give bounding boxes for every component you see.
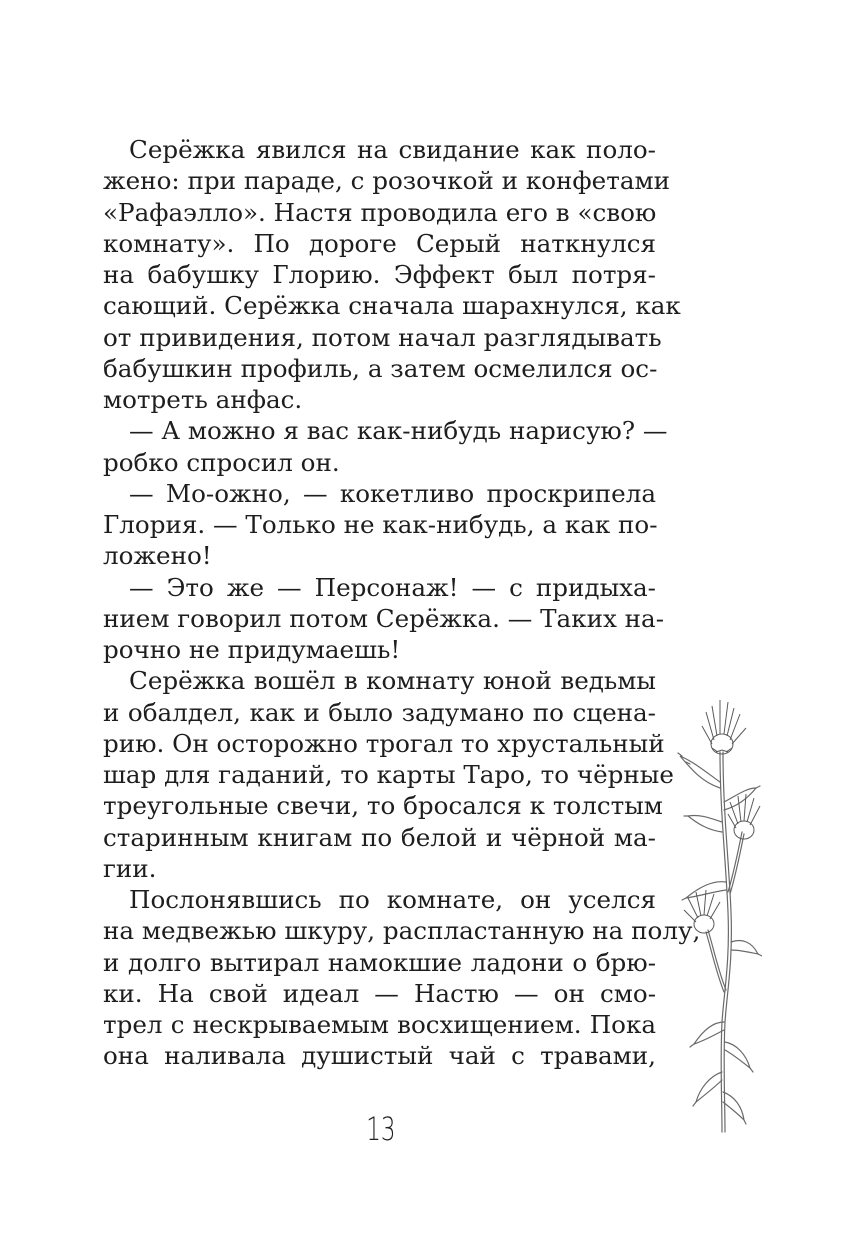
text-line: она наливала душистый чай с травами, (103, 1041, 656, 1071)
text-line: Серёжка вошёл в комнату юной ведьмы (129, 666, 656, 696)
text-line: нием говорил потом Серёжка. — Таких на- (103, 603, 665, 633)
text-line: старинным книгам по белой и чёрной ма- (103, 822, 656, 852)
text-line: и долго вытирал намокшие ладони о брю- (103, 947, 656, 977)
text-line: комнату». По дороге Серый наткнулся (103, 228, 656, 258)
text-line: жено: при параде, с розочкой и конфетами (103, 166, 671, 196)
text-line: рию. Он осторожно трогал то хрустальный (103, 728, 665, 758)
text-line: рочно не придумаешь! (103, 635, 401, 664)
text-line: сающий. Серёжка сначала шарахнулся, как (103, 291, 681, 321)
text-line: бабушкин профиль, а затем осмелился ос- (103, 353, 658, 383)
text-line: на медвежью шкуру, распластанную на полу, (103, 916, 701, 946)
text-line: треугольные свечи, то бросался к толстым (103, 791, 663, 821)
text-line: ложено! (103, 541, 212, 571)
text-line: «Рафаэлло». Настя проводила его в «свою (103, 197, 657, 227)
text-line: Серёжка явился на свидание как поло- (129, 135, 656, 164)
text-line: Глория. — Только не как-нибудь, а как по- (103, 510, 658, 539)
text-line: и обалдел, как и было задумано по сцена- (103, 697, 656, 727)
text-line: трел с нескрываемым восхищением. Пока (103, 1010, 656, 1039)
text-line: Послонявшись по комнате, он уселся (129, 885, 656, 914)
body-text (103, 134, 701, 1072)
text-line: робко спросил он. (103, 447, 340, 477)
text-line: — А можно я вас как-нибудь нарисую? — (129, 416, 668, 446)
text-line: — Мо-ожно, — кокетливо проскрипела (129, 478, 656, 508)
text-line: ки. На свой идеал — Настю — он смо- (103, 978, 656, 1008)
text-line: мотреть анфас. (103, 385, 303, 414)
text-line: — Это же — Персонаж! — с придыха- (129, 572, 656, 602)
text-line: на бабушку Глорию. Эффект был потря- (103, 260, 656, 289)
page-number: 13 (366, 1110, 396, 1148)
text-line: шар для гаданий, то карты Таро, то чёрные (103, 760, 674, 789)
thistle-illustration (676, 692, 762, 1136)
text-line: от привидения, потом начал разглядывать (103, 322, 662, 352)
text-line: гии. (103, 853, 157, 883)
